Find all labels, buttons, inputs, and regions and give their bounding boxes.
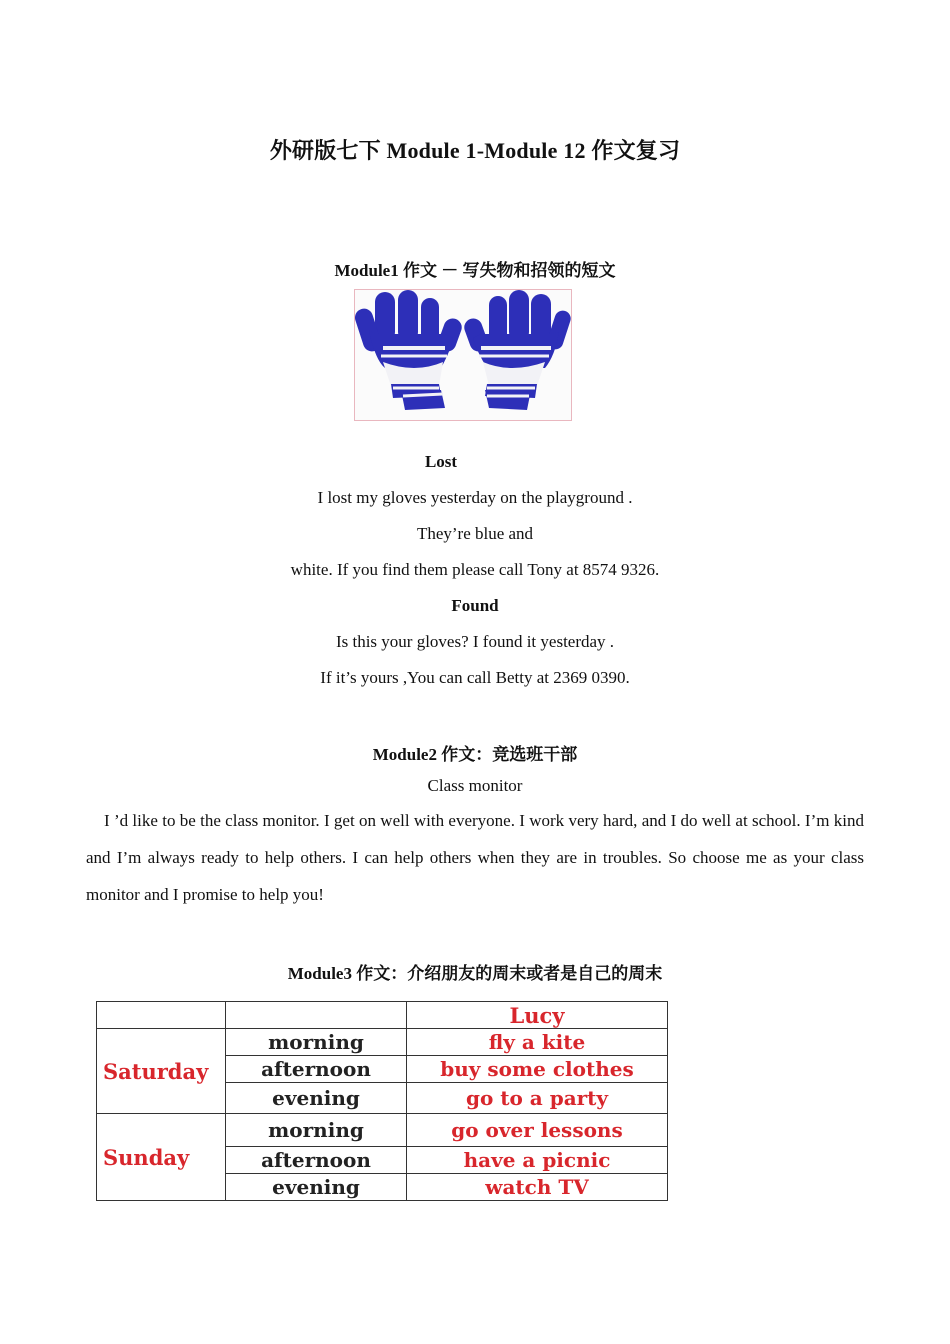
module2-paragraph: I ’d like to be the class monitor. I get on well with everyone. I work very hard, and I do well at school. I’m kind and I’m always ready to help others. I can help others when they are in troubles. So choose me as your class monitor and I promise to help you! (86, 811, 864, 904)
time-cell: morning (226, 1114, 407, 1147)
day-label-saturday: Saturday (97, 1029, 226, 1114)
found-title: Found (451, 596, 499, 615)
time-cell: morning (226, 1029, 407, 1056)
lost-line-2: They’re blue and (416, 524, 534, 543)
found-line-1: Is this your gloves? I found it yesterday . (335, 632, 615, 651)
lost-line-3: white. If you find them please call Tony at 8574 9326. (290, 560, 660, 579)
weekend-schedule-table (96, 1001, 668, 1201)
table-header-name: Lucy (407, 1002, 668, 1029)
time-cell: afternoon (226, 1147, 407, 1174)
activity-cell: fly a kite (407, 1029, 668, 1056)
lost-line-1: I lost my gloves yesterday on the playground . (317, 488, 633, 507)
table-header-blank-1 (97, 1002, 226, 1029)
gloves-image (354, 289, 572, 421)
found-line-2: If it’s yours ,You can call Betty at 2369 0390. (320, 668, 630, 687)
table-row (97, 1114, 668, 1147)
day-label-sunday: Sunday (97, 1114, 226, 1201)
time-cell: evening (226, 1174, 407, 1201)
activity-cell: watch TV (407, 1174, 668, 1201)
activity-cell: have a picnic (407, 1147, 668, 1174)
lost-title: Lost (424, 452, 458, 471)
document-title: 外研版七下 Module 1-Module 12 作文复习 (269, 138, 681, 163)
left-glove (355, 290, 464, 410)
blue-white-gloves-icon (355, 290, 571, 420)
table-row (97, 1029, 668, 1056)
activity-cell: go over lessons (407, 1114, 668, 1147)
activity-cell: buy some clothes (407, 1056, 668, 1083)
right-glove (462, 290, 571, 410)
module2-subtitle: Class monitor (427, 776, 523, 795)
module2-heading: Module2 作文：竞选班干部 (372, 745, 578, 764)
time-cell: afternoon (226, 1056, 407, 1083)
table-header-row (97, 1002, 668, 1029)
module1-heading: Module1 作文 － 写失物和招领的短文 (334, 261, 616, 280)
module3-heading: Module3 作文：介绍朋友的周末或者是自己的周末 (287, 964, 663, 983)
time-cell: evening (226, 1083, 407, 1114)
table-header-blank-2 (226, 1002, 407, 1029)
activity-cell: go to a party (407, 1083, 668, 1114)
